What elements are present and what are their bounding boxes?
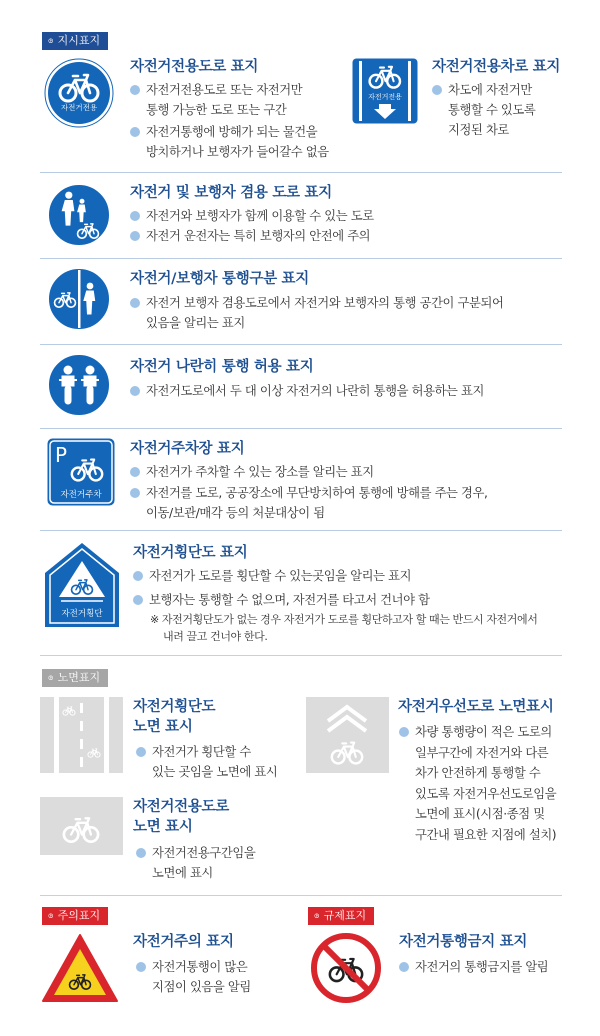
bike-parking-bullet-2: 자전거를 도로, 공공장소에 무단방치하여 통행에 방해를 주는 경우, 이동/보관/매각 등의 처분대상이 됨 — [130, 483, 570, 523]
bike-prohibited-sign — [310, 932, 382, 1004]
bike-caution-bullet-1: 자전거통행이 많은 지점이 있음을 알림 — [136, 957, 306, 997]
bike-lane-bullet-1: 차도에 자전거만 통행할 수 있도록 지정된 차로 — [432, 80, 572, 140]
parallel-riding-sign — [44, 350, 114, 420]
shared-path-bullet-2: 자전거 운전자는 특히 보행자의 안전에 주의 — [130, 226, 430, 246]
bike-parking-bullet-1: 자전거가 주차할 수 있는 장소를 알리는 표지 — [130, 462, 560, 482]
bicycle-icon: ၜ — [48, 910, 54, 921]
separated-path-sign — [44, 264, 114, 334]
bike-road-bullet-1: 자전거전용도로 또는 자전거만 통행 가능한 도로 또는 구간 — [130, 80, 360, 120]
bike-caution-title: 자전거주의 표지 — [133, 934, 234, 950]
shared-path-sign — [44, 180, 114, 250]
separated-path-bullet-1: 자전거 보행자 겸용도로에서 자전거와 보행자의 통행 공간이 구분되어 있음을 알리는 표지 — [130, 293, 560, 333]
bike-lane-title: 자전거전용차로 표지 — [432, 59, 561, 75]
svg-text:P: P — [55, 443, 68, 467]
bike-crossing-note: ※ 자전거횡단도가 없는 경우 자전거가 도로를 횡단하고자 할 때는 반드시 자전거에서 내려 끌고 건너야 한다. — [150, 613, 538, 643]
road-exclusive-title: 자전거전용도로 노면 표시 — [133, 799, 229, 835]
bike-prohibited-bullet-1: 자전거의 통행금지를 알림 — [399, 957, 589, 977]
bike-road-title: 자전거전용도로 표지 — [130, 59, 259, 75]
section-tag-road: ၜ 노면표지 — [42, 669, 108, 687]
bicycle-icon: ၜ — [48, 35, 54, 46]
section-tag-instruction: ၜ 지시표지 — [42, 32, 108, 50]
road-priority-bullet-1: 차량 통행량이 적은 도로의 일부구간에 자전거와 다른 차가 안전하게 통행할 수 있도록 자전거우선도로임을 노면에 표시(시점·종점 및 구간내 필요한 지점에 설치) — [399, 722, 579, 845]
parallel-riding-bullet-1: 자전거도로에서 두 대 이상 자전거의 나란히 통행을 허용하는 표지 — [130, 381, 570, 401]
parallel-riding-title: 자전거 나란히 통행 허용 표지 — [130, 359, 314, 375]
bike-parking-title: 자전거주차장 표지 — [130, 441, 245, 457]
bike-lane-sign — [352, 58, 418, 124]
bike-road-sign — [44, 58, 114, 128]
svg-text:자전거주차: 자전거주차 — [60, 490, 102, 500]
bike-crossing-bullet-1: 자전거가 도로를 횡단할 수 있는곳임을 알리는 표지 — [133, 566, 563, 586]
bike-crossing-title: 자전거횡단도 표지 — [133, 545, 248, 561]
road-priority-title: 자전거우선도로 노면표시 — [398, 699, 554, 715]
road-crossing-title: 자전거횡단도 노면 표시 — [133, 699, 216, 735]
road-priority-marking — [306, 697, 389, 773]
road-exclusive-marking — [40, 797, 123, 855]
road-exclusive-bullet-1: 자전거전용구간임을 노면에 표시 — [136, 843, 306, 883]
road-crossing-marking — [40, 697, 123, 773]
shared-path-title: 자전거 및 보행자 겸용 도로 표지 — [130, 185, 332, 201]
bicycle-icon: ၜ — [314, 910, 320, 921]
section-tag-regulation: ၜ 규제표지 — [308, 907, 374, 925]
bicycle-icon: ၜ — [48, 672, 54, 683]
bike-crossing-sign — [43, 541, 121, 629]
road-crossing-bullet-1: 자전거가 횡단할 수 있는 곳임을 노면에 표시 — [136, 742, 306, 782]
svg-text:자전거전용: 자전거전용 — [60, 103, 98, 112]
bike-caution-sign — [40, 932, 120, 1004]
bike-road-bullet-2: 자전거통행에 방해가 되는 물건을 방치하거나 보행자가 들어갈수 없음 — [130, 122, 370, 162]
svg-text:자전거전용: 자전거전용 — [368, 93, 402, 101]
svg-text:자전거횡단: 자전거횡단 — [61, 609, 103, 619]
shared-path-bullet-1: 자전거와 보행자가 함께 이용할 수 있는 도로 — [130, 206, 430, 226]
separated-path-title: 자전거/보행자 통행구분 표지 — [130, 271, 309, 287]
bike-parking-sign — [47, 438, 115, 506]
bike-crossing-bullet-2: 보행자는 통행할 수 없으며, 자전거를 타고서 건너야 함 — [133, 590, 563, 610]
section-tag-caution: ၜ 주의표지 — [42, 907, 108, 925]
bike-prohibited-title: 자전거통행금지 표지 — [399, 934, 528, 950]
